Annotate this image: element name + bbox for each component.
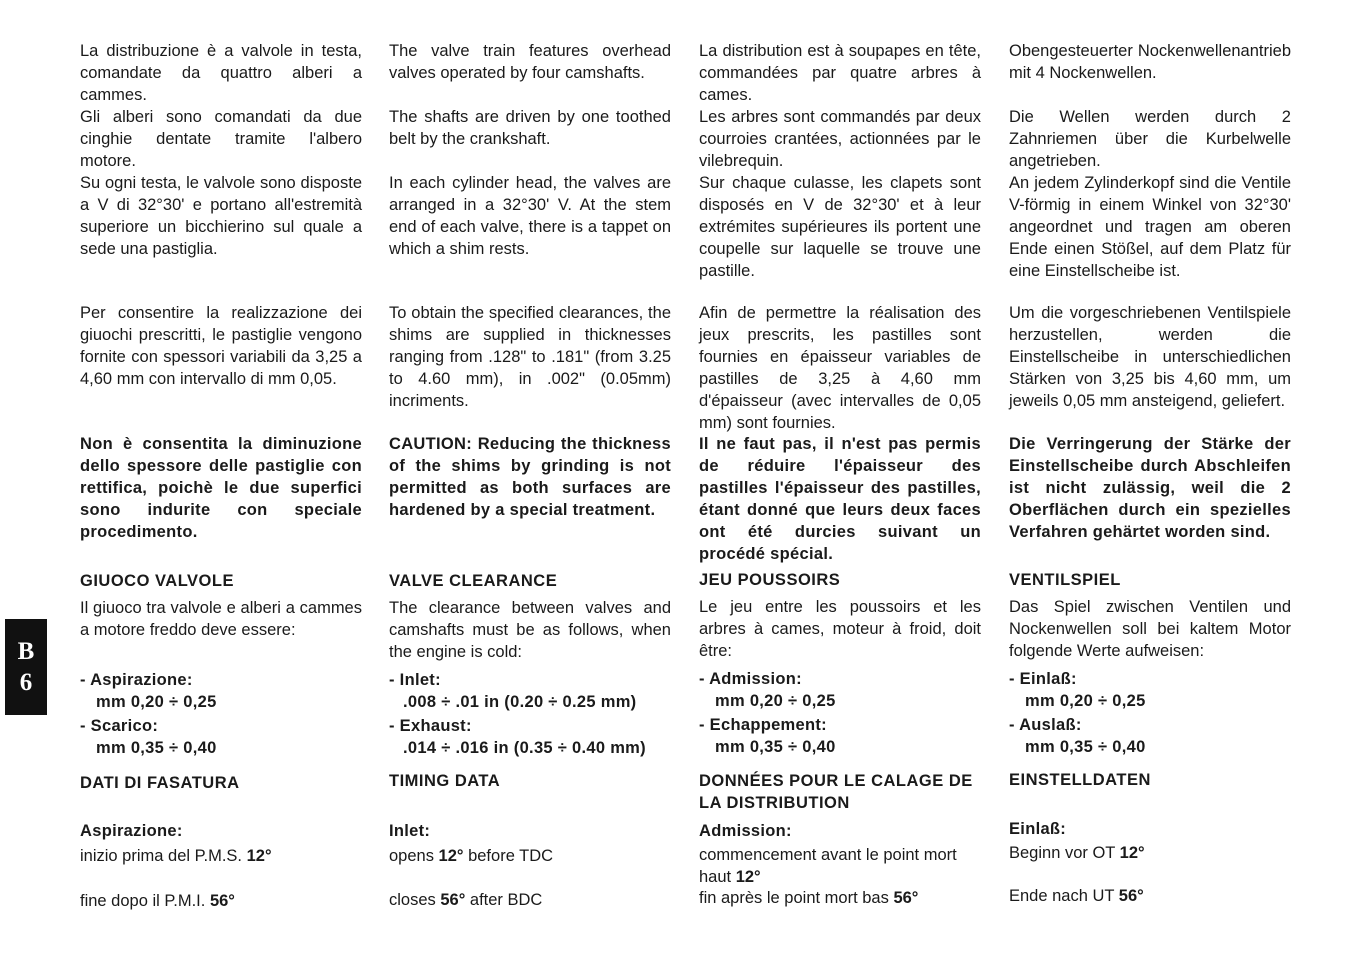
section-letter: B — [17, 638, 35, 665]
timing-heading: DATI DI FASATURA — [80, 774, 240, 792]
exhaust-label: - Echappement: — [699, 716, 827, 734]
belt-paragraph: Die Wellen werden durch 2 Zahnriemen über die Kurbelwelle angetrieben. — [1009, 108, 1291, 170]
opens-text: commencement avant le point mort haut — [699, 846, 957, 886]
inlet-value: mm 0,20 ÷ 0,25 — [96, 693, 217, 711]
exhaust-label: - Auslaß: — [1009, 716, 1082, 734]
opens-value: 12° — [735, 868, 761, 886]
warning-paragraph: Die Verringerung der Stärke der Einstellscheibe durch Abschleifen ist nicht zulässig, weil die 2 Oberflächen durch ein spezielles Verfahren gehärtet worden sind. — [1009, 435, 1291, 541]
exhaust-value: mm 0,35 ÷ 0,40 — [1025, 738, 1146, 756]
closes-text: closes — [389, 891, 441, 909]
shim-paragraph: Per consentire la realizzazione dei giuochi prescritti, le pastiglie vengono fornite con spessori variabili da 3,25 a 4,60 mm con intervallo di mm 0,05. — [80, 304, 362, 388]
valve-paragraph: Su ogni testa, le valvole sono disposte a V di 32°30' e portano all'estremità superiore un bicchierino sul quale a sede una pastiglia. — [80, 174, 362, 258]
timing-heading: DONNÉES POUR LE CALAGE DE LA DISTRIBUTION — [699, 772, 973, 812]
clearance-paragraph: Il giuoco tra valvole e alberi a cammes a motore freddo deve essere: — [80, 599, 362, 639]
opens-after: before TDC — [463, 847, 554, 865]
intro-paragraph: Obengesteuerter Nockenwellenantrieb mit 4 Nockenwellen. — [1009, 42, 1291, 82]
exhaust-value: mm 0,35 ÷ 0,40 — [715, 738, 836, 756]
valve-paragraph: In each cylinder head, the valves are arranged in a 32°30' V. At the stem end of each valve, there is a tappet on which a shim rests. — [389, 174, 671, 258]
clearance-heading: GIUOCO VALVOLE — [80, 572, 234, 590]
clearance-heading: JEU POUSSOIRS — [699, 571, 841, 589]
shim-paragraph: Afin de permettre la réalisation des jeux prescrits, les pastilles sont fournies en épaisseur variables de pastilles de 3,25 à 4,60 mm d'épaisseur (avec intervalles de 0,05 mm) sont fournies. — [699, 304, 981, 432]
section-number: 6 — [19, 669, 33, 696]
belt-paragraph: The shafts are driven by one toothed belt by the crankshaft. — [389, 108, 671, 148]
opens-text: Beginn vor OT — [1009, 844, 1120, 862]
valve-paragraph: An jedem Zylinderkopf sind die Ventile V-förmig in einem Winkel von 32°30' angeordnet und tragen am oberen Ende einen Stößel, auf dem Platz für eine Einstellscheibe ist. — [1009, 174, 1291, 280]
shim-paragraph: Um die vorgeschriebenen Ventilspiele herzustellen, werden die Einstellscheibe in unterschiedlichen Stärken von 3,25 bis 4,60 mm, um jeweils 0,05 mm ansteigend, geliefert. — [1009, 304, 1291, 410]
timing-subheading: Aspirazione: — [80, 822, 183, 840]
opens-text: opens — [389, 847, 439, 865]
inlet-label: - Inlet: — [389, 671, 441, 689]
clearance-heading: VALVE CLEARANCE — [389, 572, 558, 590]
belt-paragraph: Gli alberi sono comandati da due cinghie dentate tramite l'albero motore. — [80, 108, 362, 170]
closes-text: Ende nach UT — [1009, 887, 1119, 905]
timing-subheading: Inlet: — [389, 822, 431, 840]
opens-value: 12° — [246, 847, 272, 865]
exhaust-value: .014 ÷ .016 in (0.35 ÷ 0.40 mm) — [403, 739, 646, 757]
closes-value: 56° — [440, 891, 466, 909]
timing-subheading: Admission: — [699, 822, 792, 840]
closes-text: fin après le point mort bas — [699, 889, 894, 907]
inlet-label: - Aspirazione: — [80, 671, 193, 689]
clearance-paragraph: Le jeu entre les poussoirs et les arbres à cames, moteur à froid, doit être: — [699, 598, 981, 660]
opens-value: 12° — [1119, 844, 1145, 862]
intro-paragraph: La distribuzione è a valvole in testa, comandate da quattro alberi a cammes. — [80, 42, 362, 104]
warning-paragraph: Non è consentita la diminuzione dello spessore delle pastiglie con rettifica, poichè le due superfici sono indurite con speciale procedimento. — [80, 435, 362, 541]
clearance-paragraph: Das Spiel zwischen Ventilen und Nockenwellen soll bei kaltem Motor folgende Werte aufweisen: — [1009, 598, 1291, 660]
warning-paragraph: Il ne faut pas, il n'est pas permis de réduire l'épaisseur des pastilles l'épaisseur des pastilles, étant donné que leurs deux faces ont été durcies suivant un procédé spécial. — [699, 435, 981, 563]
timing-heading: TIMING DATA — [389, 772, 501, 790]
valve-paragraph: Sur chaque culasse, les clapets sont disposés en V de 32°30' et à leur extrémites supérieures ils portent une coupelle sur laquelle se trouve une pastille. — [699, 174, 981, 280]
inlet-value: mm 0,20 ÷ 0,25 — [715, 692, 836, 710]
inlet-value: mm 0,20 ÷ 0,25 — [1025, 692, 1146, 710]
opens-line — [699, 844, 989, 888]
closes-line — [80, 890, 362, 912]
opens-line — [1009, 842, 1291, 864]
timing-heading: EINSTELLDATEN — [1009, 771, 1151, 789]
inlet-label: - Admission: — [699, 670, 802, 688]
opens-text: inizio prima del P.M.S. — [80, 847, 247, 865]
closes-line — [389, 889, 671, 911]
shim-paragraph: To obtain the specified clearances, the shims are supplied in thicknesses ranging from .128" to .181" (from 3.25 to 4.60 mm), in .002" (0.05mm) incriments. — [389, 304, 671, 410]
clearance-paragraph: The clearance between valves and camshafts must be as follows, when the engine is cold: — [389, 599, 671, 661]
closes-value: 56° — [209, 892, 235, 910]
closes-value: 56° — [893, 889, 919, 907]
exhaust-label: - Scarico: — [80, 717, 159, 735]
intro-paragraph: The valve train features overhead valves operated by four camshafts. — [389, 42, 671, 82]
exhaust-value: mm 0,35 ÷ 0,40 — [96, 739, 217, 757]
belt-paragraph: Les arbres sont commandés par deux courroies crantées, actionnées par le vilebrequin. — [699, 108, 981, 170]
opens-line — [389, 845, 671, 867]
closes-after: after BDC — [465, 891, 543, 909]
timing-subheading: Einlaß: — [1009, 820, 1067, 838]
section-tab — [5, 619, 47, 715]
opens-value: 12° — [438, 847, 464, 865]
closes-text: fine dopo il P.M.I. — [80, 892, 210, 910]
inlet-label: - Einlaß: — [1009, 670, 1077, 688]
intro-paragraph: La distribution est à soupapes en tête, commandées par quatre arbres à cames. — [699, 42, 981, 104]
opens-line — [80, 845, 362, 867]
exhaust-label: - Exhaust: — [389, 717, 472, 735]
closes-value: 56° — [1118, 887, 1144, 905]
closes-line — [699, 887, 981, 909]
closes-line — [1009, 885, 1291, 907]
inlet-value: .008 ÷ .01 in (0.20 ÷ 0.25 mm) — [403, 693, 637, 711]
warning-paragraph: CAUTION: Reducing the thickness of the shims by grinding is not permitted as both surfaces are hardened by a special treatment. — [389, 435, 671, 519]
clearance-heading: VENTILSPIEL — [1009, 571, 1121, 589]
